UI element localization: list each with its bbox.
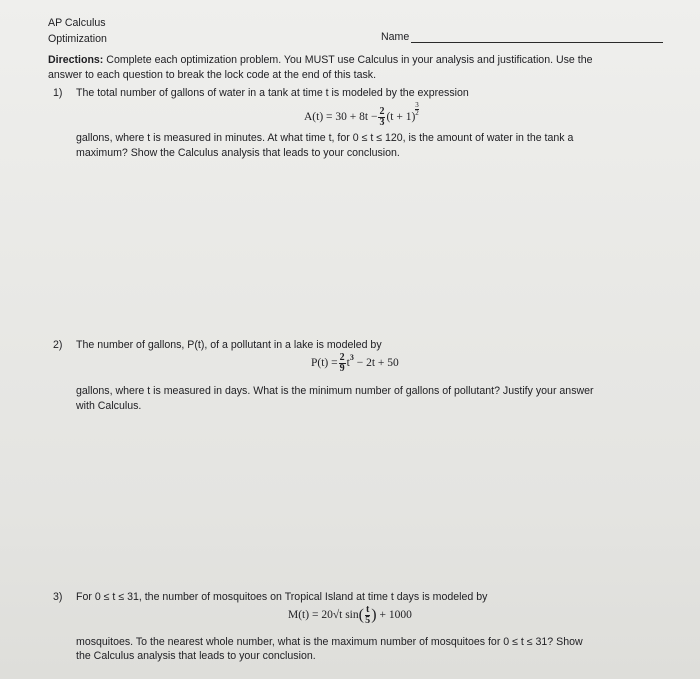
problem-1-line-3: maximum? Show the Calculus analysis that leads to your conclusion. xyxy=(76,147,400,159)
problem-2-line-3: with Calculus. xyxy=(76,400,142,412)
eq1-rest: (t + 1) xyxy=(386,111,416,123)
problem-1-number: 1) xyxy=(53,87,63,99)
eq2-exponent: 3 xyxy=(349,353,354,363)
eq2-frac-den: 9 xyxy=(339,363,345,374)
eq3-fraction xyxy=(365,605,370,626)
problem-2-equation xyxy=(311,353,399,374)
directions-line-1 xyxy=(48,54,592,67)
problem-1-line-2: gallons, where t is measured in minutes. At what time t, for 0 ≤ t ≤ 120, is the amount of water in the tank a xyxy=(76,132,574,144)
eq1-fraction xyxy=(378,107,385,128)
problem-1-intro: The total number of gallons of water in a tank at time t is modeled by the expression xyxy=(76,87,469,99)
eq3-frac-num: t xyxy=(365,604,370,615)
eq3-lhs: M(t) = 20√t sin xyxy=(288,609,359,622)
problem-3-number: 3) xyxy=(53,591,63,603)
name-field-line xyxy=(411,42,663,43)
eq3-frac-den: 5 xyxy=(365,615,371,626)
eq3-rest: + 1000 xyxy=(379,609,412,622)
problem-3-line-3: the Calculus analysis that leads to your conclusion. xyxy=(76,650,316,662)
eq1-frac-den: 3 xyxy=(379,116,385,128)
eq3-paren-close: ) xyxy=(371,606,377,624)
problem-2-intro: The number of gallons, P(t), of a pollutant in a lake is modeled by xyxy=(76,339,382,351)
eq1-frac-num: 2 xyxy=(379,105,385,117)
topic-title: Optimization xyxy=(48,33,107,45)
eq2-rest: − 2t + 50 xyxy=(356,357,399,370)
eq1-lhs: A(t) = 30 + 8t − xyxy=(304,111,378,123)
problem-2-line-2: gallons, where t is measured in days. What is the minimum number of gallons of pollutant? Justify your answer xyxy=(76,385,594,397)
problem-3-line-2: mosquitoes. To the nearest whole number, what is the maximum number of mosquitoes for 0 ≤ t ≤ 31? Show xyxy=(76,636,583,648)
eq2-fraction xyxy=(339,353,346,374)
name-label: Name xyxy=(381,31,410,43)
eq1-exp-num: 3 xyxy=(415,101,419,109)
directions-line-2: answer to each question to break the lock code at the end of this task. xyxy=(48,69,377,81)
eq2-lhs: P(t) = xyxy=(311,357,338,370)
problem-3-intro: For 0 ≤ t ≤ 31, the number of mosquitoes on Tropical Island at time t days is modeled by xyxy=(76,591,488,603)
course-title: AP Calculus xyxy=(48,17,106,29)
eq2-t: t xyxy=(346,357,350,370)
eq1-exp-den: 2 xyxy=(415,109,419,117)
directions-text-1: Complete each optimization problem. You MUST use Calculus in your analysis and justification. Use the xyxy=(103,54,593,66)
directions-label: Directions: xyxy=(48,54,104,66)
eq2-frac-num: 2 xyxy=(339,352,345,363)
eq1-exponent xyxy=(415,102,419,117)
problem-1-equation xyxy=(304,102,419,128)
problem-2-number: 2) xyxy=(53,339,63,351)
eq3-paren-open: ( xyxy=(358,606,364,624)
problem-3-equation xyxy=(288,605,412,626)
